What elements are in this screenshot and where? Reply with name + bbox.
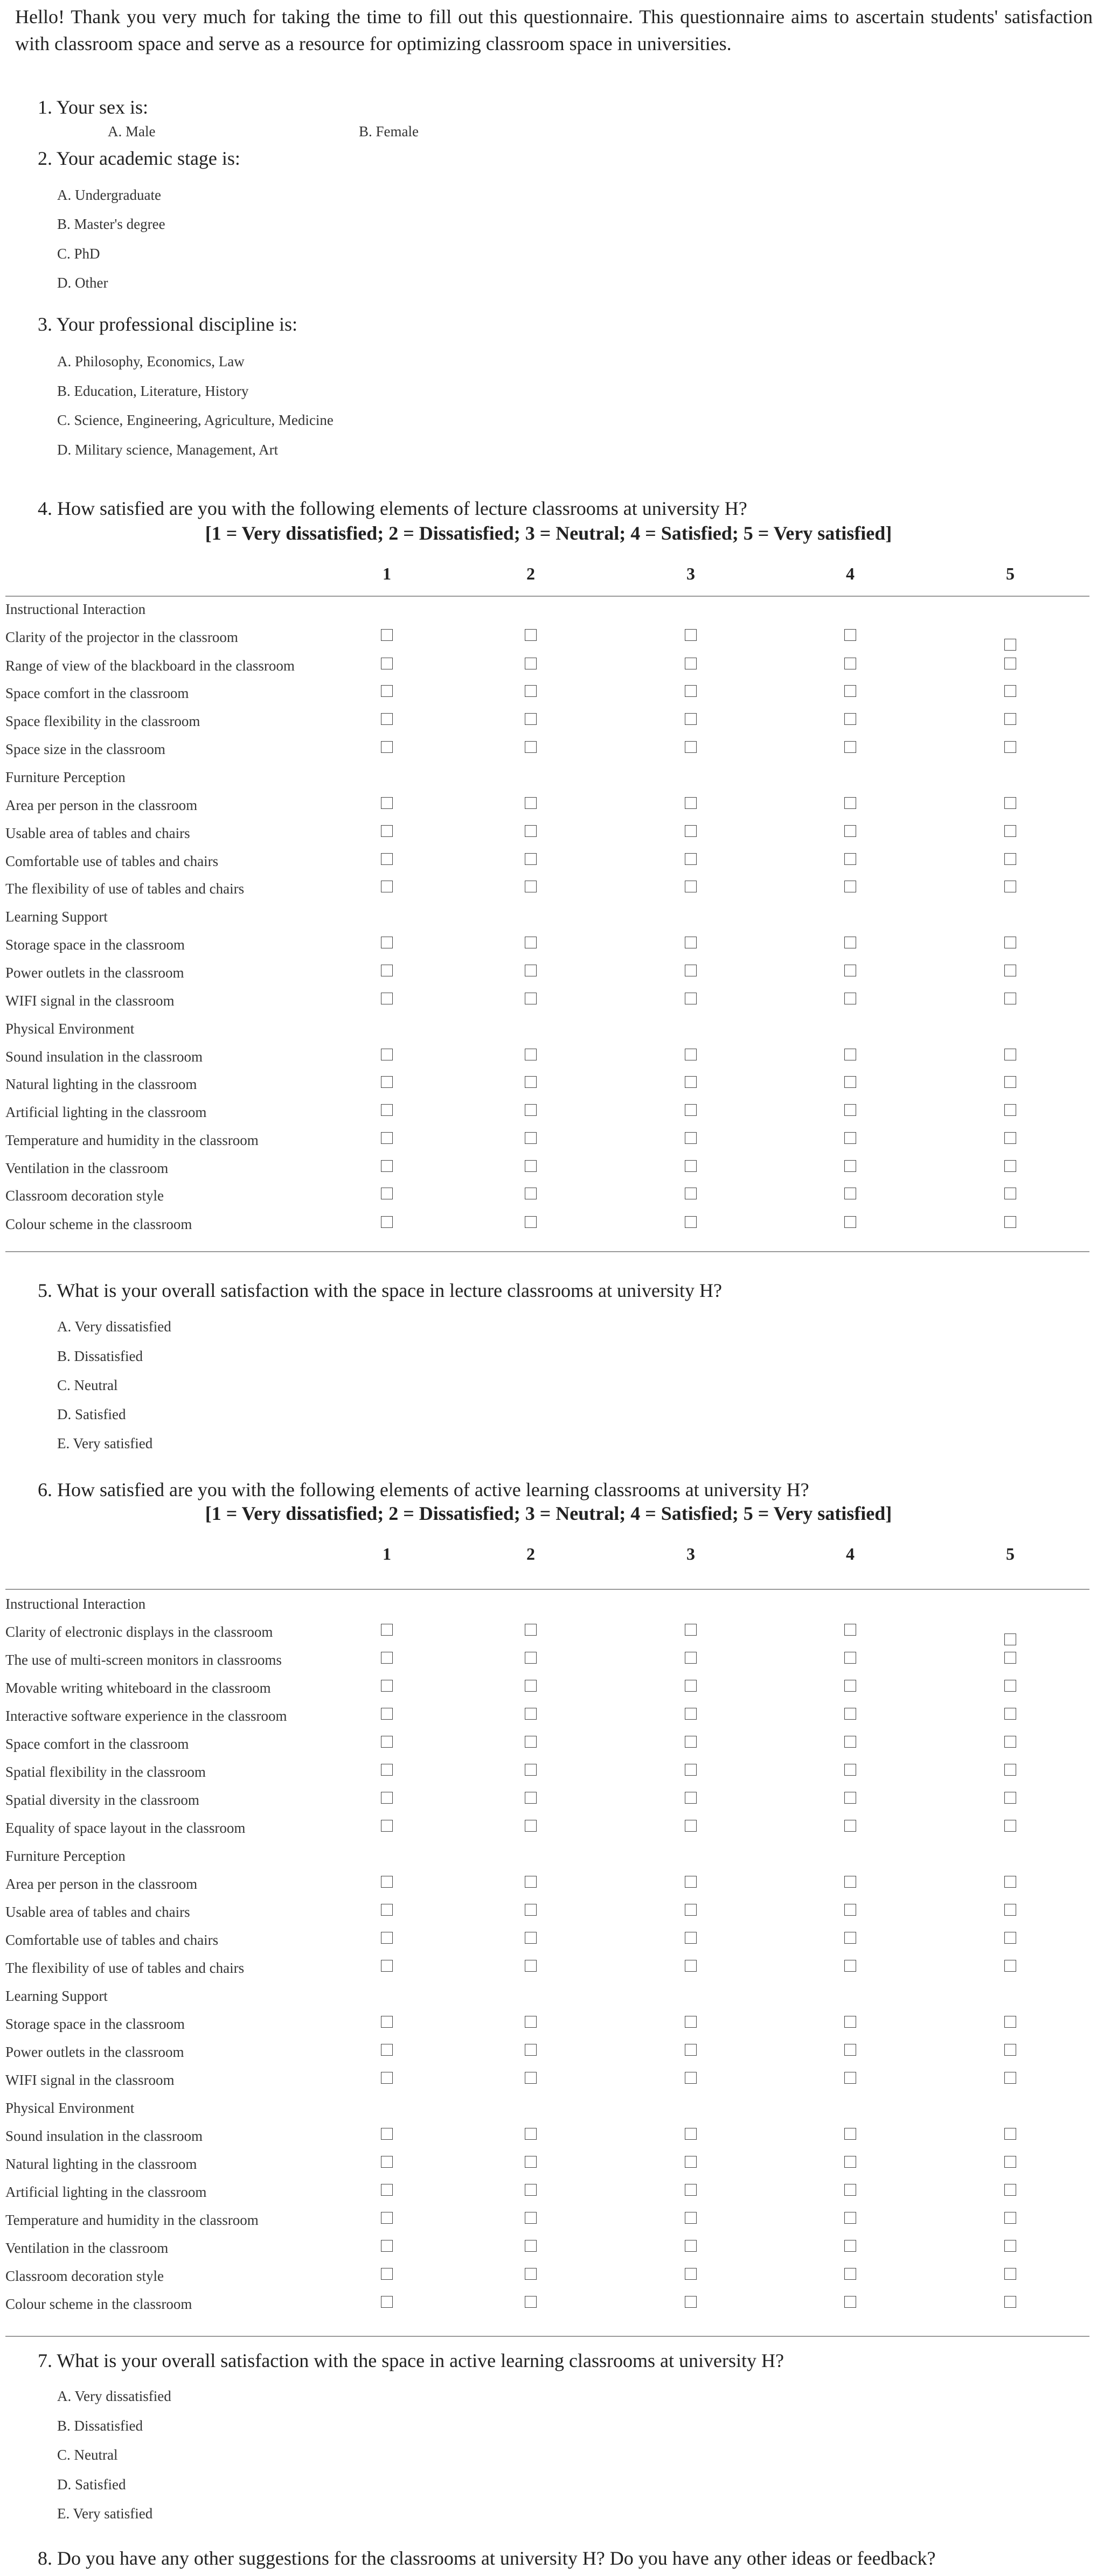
rating-checkbox[interactable] [685, 1216, 697, 1228]
rating-checkbox[interactable] [685, 1624, 697, 1636]
rating-checkbox[interactable] [381, 881, 393, 892]
rating-checkbox[interactable] [685, 2296, 697, 2308]
rating-checkbox[interactable] [525, 1188, 537, 1199]
row-label: Ventilation in the classroom [5, 1160, 169, 1176]
rating-checkbox[interactable] [525, 2212, 537, 2224]
rating-checkbox[interactable] [1004, 797, 1016, 809]
row-label: Power outlets in the classroom [5, 965, 184, 981]
rating-checkbox[interactable] [1004, 1764, 1016, 1776]
rating-checkbox[interactable] [1004, 1680, 1016, 1692]
row-label: Space comfort in the classroom [5, 1736, 189, 1752]
intro-paragraph: Hello! Thank you very much for taking the time to fill out this questionnaire. This questionnaire aims to ascertain students' satisfaction with classroom space and serve as a resource for optimizing classroom space in universities. [15, 6, 1093, 54]
rating-checkbox[interactable] [381, 685, 393, 697]
row-label: Temperature and humidity in the classroom [5, 1132, 259, 1148]
row-label: Storage space in the classroom [5, 2016, 185, 2032]
rating-checkbox[interactable] [844, 1876, 856, 1888]
table-top-rule [5, 596, 1089, 597]
row-label: Comfortable use of tables and chairs [5, 1932, 219, 1948]
rating-checkbox[interactable] [381, 1652, 393, 1664]
rating-checkbox[interactable] [525, 2268, 537, 2280]
rating-checkbox[interactable] [1004, 1736, 1016, 1748]
rating-checkbox[interactable] [685, 993, 697, 1004]
row-label: The flexibility of use of tables and chairs [5, 881, 245, 897]
rating-checkbox[interactable] [381, 741, 393, 753]
question-6: 6. How satisfied are you with the following elements of active learning classrooms at university H? [38, 1479, 809, 1500]
row-label: Artificial lighting in the classroom [5, 2184, 207, 2200]
rating-checkbox[interactable] [685, 2128, 697, 2140]
rating-checkbox[interactable] [1004, 2240, 1016, 2252]
q1-option[interactable]: A. Male [108, 123, 156, 139]
rating-checkbox[interactable] [844, 1049, 856, 1060]
table-bottom-rule [5, 1251, 1089, 1252]
rating-checkbox[interactable] [1004, 1792, 1016, 1804]
column-header: 5 [1006, 564, 1015, 583]
q5-option[interactable]: D. Satisfied [57, 1406, 126, 1422]
rating-checkbox[interactable] [685, 853, 697, 865]
column-header: 3 [686, 1544, 695, 1563]
group-heading: Learning Support [5, 909, 108, 925]
rating-checkbox[interactable] [525, 1792, 537, 1804]
rating-checkbox[interactable] [1004, 853, 1016, 865]
rating-checkbox[interactable] [1004, 639, 1016, 651]
rating-checkbox[interactable] [381, 1680, 393, 1692]
rating-checkbox[interactable] [381, 2184, 393, 2196]
rating-checkbox[interactable] [685, 797, 697, 809]
rating-checkbox[interactable] [1004, 2184, 1016, 2196]
rating-checkbox[interactable] [525, 629, 537, 641]
rating-checkbox[interactable] [844, 797, 856, 809]
rating-checkbox[interactable] [844, 965, 856, 976]
rating-scale-legend: [1 = Very dissatisfied; 2 = Dissatisfied; 3 = Neutral; 4 = Satisfied; 5 = Very satisfied] [205, 522, 892, 544]
rating-checkbox[interactable] [381, 1132, 393, 1144]
rating-checkbox[interactable] [1004, 1820, 1016, 1832]
rating-checkbox[interactable] [844, 937, 856, 948]
rating-checkbox[interactable] [844, 1216, 856, 1228]
rating-checkbox[interactable] [685, 1049, 697, 1060]
rating-checkbox[interactable] [381, 1904, 393, 1916]
table-bottom-rule [5, 2336, 1089, 2337]
rating-checkbox[interactable] [685, 658, 697, 669]
rating-checkbox[interactable] [844, 2212, 856, 2224]
rating-checkbox[interactable] [844, 1960, 856, 1972]
row-label: Colour scheme in the classroom [5, 2296, 192, 2312]
rating-checkbox[interactable] [525, 1904, 537, 1916]
row-label: Colour scheme in the classroom [5, 1216, 192, 1232]
rating-checkbox[interactable] [844, 2156, 856, 2168]
rating-checkbox[interactable] [381, 1932, 393, 1944]
rating-checkbox[interactable] [844, 1188, 856, 1199]
rating-checkbox[interactable] [525, 2128, 537, 2140]
rating-checkbox[interactable] [381, 1736, 393, 1748]
group-heading: Learning Support [5, 1988, 108, 2004]
rating-checkbox[interactable] [685, 1736, 697, 1748]
q5-option[interactable]: B. Dissatisfied [57, 1348, 143, 1364]
row-label: Clarity of electronic displays in the classroom [5, 1624, 273, 1640]
q1-option[interactable]: B. Female [359, 123, 419, 139]
rating-checkbox[interactable] [685, 1160, 697, 1172]
rating-checkbox[interactable] [685, 2016, 697, 2028]
rating-checkbox[interactable] [844, 1708, 856, 1720]
rating-checkbox[interactable] [525, 2184, 537, 2196]
rating-checkbox[interactable] [525, 1132, 537, 1144]
row-label: Usable area of tables and chairs [5, 825, 190, 841]
rating-checkbox[interactable] [381, 713, 393, 725]
rating-checkbox[interactable] [381, 658, 393, 669]
row-label: The use of multi-screen monitors in classrooms [5, 1652, 282, 1668]
rating-checkbox[interactable] [381, 2016, 393, 2028]
rating-checkbox[interactable] [685, 2184, 697, 2196]
rating-checkbox[interactable] [844, 1160, 856, 1172]
rating-checkbox[interactable] [381, 1104, 393, 1116]
rating-checkbox[interactable] [381, 2212, 393, 2224]
question-5: 5. What is your overall satisfaction with the space in lecture classrooms at university H? [38, 1280, 722, 1301]
rating-checkbox[interactable] [525, 1652, 537, 1664]
rating-checkbox[interactable] [525, 1708, 537, 1720]
q7-option[interactable]: E. Very satisfied [57, 2505, 153, 2522]
rating-checkbox[interactable] [381, 1764, 393, 1776]
rating-checkbox[interactable] [1004, 1160, 1016, 1172]
rating-checkbox[interactable] [1004, 2016, 1016, 2028]
rating-checkbox[interactable] [844, 1104, 856, 1116]
rating-checkbox[interactable] [844, 2184, 856, 2196]
rating-checkbox[interactable] [525, 1820, 537, 1832]
row-label: Classroom decoration style [5, 2268, 164, 2284]
rating-checkbox[interactable] [381, 2268, 393, 2280]
group-heading: Instructional Interaction [5, 1596, 146, 1612]
rating-checkbox[interactable] [525, 1624, 537, 1636]
rating-checkbox[interactable] [381, 2240, 393, 2252]
rating-checkbox[interactable] [844, 2268, 856, 2280]
rating-checkbox[interactable] [844, 629, 856, 641]
rating-checkbox[interactable] [381, 1216, 393, 1228]
rating-checkbox[interactable] [844, 1736, 856, 1748]
question-2: 2. Your academic stage is: [38, 148, 240, 169]
rating-checkbox[interactable] [685, 1792, 697, 1804]
rating-checkbox[interactable] [685, 2240, 697, 2252]
row-label: Ventilation in the classroom [5, 2240, 169, 2256]
q7-option[interactable]: C. Neutral [57, 2447, 118, 2463]
rating-checkbox[interactable] [844, 2240, 856, 2252]
rating-checkbox[interactable] [685, 1188, 697, 1199]
rating-checkbox[interactable] [381, 1188, 393, 1199]
row-label: Range of view of the blackboard in the classroom [5, 658, 295, 674]
rating-checkbox[interactable] [1004, 2156, 1016, 2168]
rating-checkbox[interactable] [525, 2156, 537, 2168]
rating-checkbox[interactable] [685, 1708, 697, 1720]
rating-checkbox[interactable] [685, 1932, 697, 1944]
row-label: Space comfort in the classroom [5, 685, 189, 701]
rating-checkbox[interactable] [844, 853, 856, 865]
rating-checkbox[interactable] [685, 1132, 697, 1144]
rating-checkbox[interactable] [381, 1624, 393, 1636]
rating-checkbox[interactable] [381, 797, 393, 809]
rating-checkbox[interactable] [685, 1960, 697, 1972]
rating-checkbox[interactable] [381, 965, 393, 976]
rating-checkbox[interactable] [685, 1680, 697, 1692]
rating-checkbox[interactable] [1004, 965, 1016, 976]
rating-checkbox[interactable] [685, 2044, 697, 2056]
rating-checkbox[interactable] [1004, 1633, 1016, 1645]
rating-checkbox[interactable] [685, 1652, 697, 1664]
rating-checkbox[interactable] [525, 2016, 537, 2028]
row-label: Spatial diversity in the classroom [5, 1792, 199, 1808]
q3-option[interactable]: C. Science, Engineering, Agriculture, Medicine [57, 412, 334, 428]
q3-option[interactable]: D. Military science, Management, Art [57, 442, 279, 458]
rating-checkbox[interactable] [1004, 1104, 1016, 1116]
rating-checkbox[interactable] [685, 1104, 697, 1116]
row-label: Sound insulation in the classroom [5, 2128, 203, 2144]
rating-checkbox[interactable] [844, 1652, 856, 1664]
row-label: Interactive software experience in the classroom [5, 1708, 287, 1724]
rating-checkbox[interactable] [525, 825, 537, 837]
rating-checkbox[interactable] [685, 685, 697, 697]
rating-checkbox[interactable] [1004, 1904, 1016, 1916]
rating-checkbox[interactable] [381, 629, 393, 641]
row-label: Spatial flexibility in the classroom [5, 1764, 206, 1780]
rating-checkbox[interactable] [525, 937, 537, 948]
rating-checkbox[interactable] [525, 797, 537, 809]
q2-option[interactable]: D. Other [57, 275, 108, 291]
rating-checkbox[interactable] [685, 965, 697, 976]
rating-checkbox[interactable] [844, 1680, 856, 1692]
rating-checkbox[interactable] [1004, 937, 1016, 948]
rating-checkbox[interactable] [685, 1076, 697, 1088]
rating-checkbox[interactable] [685, 937, 697, 948]
rating-checkbox[interactable] [844, 825, 856, 837]
rating-checkbox[interactable] [685, 2268, 697, 2280]
q7-option[interactable]: A. Very dissatisfied [57, 2388, 171, 2404]
rating-checkbox[interactable] [525, 1160, 537, 1172]
rating-checkbox[interactable] [1004, 1132, 1016, 1144]
row-label: Equality of space layout in the classroom [5, 1820, 246, 1836]
row-label: Natural lighting in the classroom [5, 2156, 197, 2172]
rating-checkbox[interactable] [844, 658, 856, 669]
rating-checkbox[interactable] [685, 881, 697, 892]
row-label: Usable area of tables and chairs [5, 1904, 190, 1920]
rating-checkbox[interactable] [381, 2156, 393, 2168]
rating-checkbox[interactable] [381, 853, 393, 865]
q2-option[interactable]: C. PhD [57, 246, 100, 262]
rating-checkbox[interactable] [525, 2240, 537, 2252]
rating-checkbox[interactable] [1004, 658, 1016, 669]
question-4: 4. How satisfied are you with the following elements of lecture classrooms at university H? [38, 498, 747, 519]
rating-checkbox[interactable] [1004, 2128, 1016, 2140]
column-header: 5 [1006, 1544, 1015, 1563]
row-label: Temperature and humidity in the classroom [5, 2212, 259, 2228]
question-8: 8. Do you have any other suggestions for the classrooms at university H? Do you have any other ideas or feedback? [38, 2547, 936, 2569]
row-label: Sound insulation in the classroom [5, 1049, 203, 1065]
rating-checkbox[interactable] [685, 1764, 697, 1776]
rating-checkbox[interactable] [685, 2156, 697, 2168]
rating-checkbox[interactable] [525, 1932, 537, 1944]
rating-checkbox[interactable] [525, 853, 537, 865]
rating-checkbox[interactable] [1004, 1932, 1016, 1944]
rating-checkbox[interactable] [844, 685, 856, 697]
rating-checkbox[interactable] [1004, 685, 1016, 697]
column-header: 3 [686, 564, 695, 583]
rating-checkbox[interactable] [381, 1960, 393, 1972]
rating-checkbox[interactable] [1004, 881, 1016, 892]
rating-checkbox[interactable] [685, 2072, 697, 2084]
rating-checkbox[interactable] [525, 1076, 537, 1088]
question-1: 1. Your sex is: [38, 96, 149, 118]
row-label: WIFI signal in the classroom [5, 2072, 175, 2088]
group-heading: Furniture Perception [5, 769, 126, 785]
rating-checkbox[interactable] [1004, 713, 1016, 725]
rating-checkbox[interactable] [844, 1624, 856, 1636]
rating-checkbox[interactable] [381, 2044, 393, 2056]
row-label: Artificial lighting in the classroom [5, 1104, 207, 1120]
rating-checkbox[interactable] [381, 825, 393, 837]
q2-option[interactable]: A. Undergraduate [57, 187, 161, 203]
rating-checkbox[interactable] [844, 1792, 856, 1804]
rating-checkbox[interactable] [844, 993, 856, 1004]
rating-checkbox[interactable] [525, 965, 537, 976]
q3-option[interactable]: B. Education, Literature, History [57, 383, 249, 399]
rating-checkbox[interactable] [381, 2128, 393, 2140]
rating-scale-legend: [1 = Very dissatisfied; 2 = Dissatisfied; 3 = Neutral; 4 = Satisfied; 5 = Very satisfied] [205, 1503, 892, 1524]
q5-option[interactable]: A. Very dissatisfied [57, 1318, 171, 1335]
row-label: Movable writing whiteboard in the classroom [5, 1680, 271, 1696]
rating-checkbox[interactable] [1004, 1652, 1016, 1664]
rating-checkbox[interactable] [525, 1049, 537, 1060]
group-heading: Physical Environment [5, 1021, 135, 1037]
rating-checkbox[interactable] [844, 2072, 856, 2084]
row-label: Classroom decoration style [5, 1188, 164, 1204]
rating-checkbox[interactable] [1004, 1076, 1016, 1088]
rating-checkbox[interactable] [844, 1932, 856, 1944]
rating-checkbox[interactable] [844, 2296, 856, 2308]
rating-checkbox[interactable] [844, 881, 856, 892]
rating-checkbox[interactable] [525, 1680, 537, 1692]
rating-checkbox[interactable] [525, 993, 537, 1004]
rating-checkbox[interactable] [1004, 1876, 1016, 1888]
rating-checkbox[interactable] [1004, 2212, 1016, 2224]
rating-checkbox[interactable] [525, 2072, 537, 2084]
rating-checkbox[interactable] [844, 2016, 856, 2028]
rating-checkbox[interactable] [1004, 1216, 1016, 1228]
rating-checkbox[interactable] [1004, 2296, 1016, 2308]
rating-checkbox[interactable] [381, 1876, 393, 1888]
rating-checkbox[interactable] [1004, 1960, 1016, 1972]
rating-checkbox[interactable] [525, 741, 537, 753]
rating-checkbox[interactable] [1004, 2044, 1016, 2056]
row-label: WIFI signal in the classroom [5, 993, 175, 1009]
q7-option[interactable]: D. Satisfied [57, 2476, 126, 2493]
row-label: Natural lighting in the classroom [5, 1076, 197, 1092]
group-heading: Furniture Perception [5, 1848, 126, 1864]
rating-checkbox[interactable] [525, 658, 537, 669]
rating-checkbox[interactable] [844, 713, 856, 725]
rating-checkbox[interactable] [381, 937, 393, 948]
rating-checkbox[interactable] [844, 1076, 856, 1088]
rating-checkbox[interactable] [685, 713, 697, 725]
rating-checkbox[interactable] [844, 2044, 856, 2056]
rating-checkbox[interactable] [525, 2296, 537, 2308]
question-7: 7. What is your overall satisfaction with the space in active learning classrooms at university H? [38, 2350, 784, 2371]
rating-checkbox[interactable] [525, 881, 537, 892]
rating-checkbox[interactable] [844, 741, 856, 753]
q2-option[interactable]: B. Master's degree [57, 216, 165, 232]
rating-checkbox[interactable] [685, 1904, 697, 1916]
rating-checkbox[interactable] [381, 2072, 393, 2084]
row-label: Clarity of the projector in the classroom [5, 629, 238, 645]
rating-checkbox[interactable] [1004, 1049, 1016, 1060]
row-label: Power outlets in the classroom [5, 2044, 184, 2060]
rating-checkbox[interactable] [844, 1132, 856, 1144]
rating-checkbox[interactable] [1004, 741, 1016, 753]
rating-checkbox[interactable] [844, 1764, 856, 1776]
group-heading: Physical Environment [5, 2100, 135, 2116]
rating-checkbox[interactable] [685, 825, 697, 837]
rating-checkbox[interactable] [844, 1820, 856, 1832]
q5-option[interactable]: C. Neutral [57, 1377, 118, 1393]
rating-checkbox[interactable] [685, 2212, 697, 2224]
rating-checkbox[interactable] [381, 1820, 393, 1832]
column-header: 2 [526, 1544, 535, 1563]
row-label: Space flexibility in the classroom [5, 713, 200, 729]
column-header: 2 [526, 564, 535, 583]
column-header: 4 [846, 564, 855, 583]
rating-checkbox[interactable] [1004, 1708, 1016, 1720]
group-heading: Instructional Interaction [5, 601, 146, 617]
rating-checkbox[interactable] [685, 1820, 697, 1832]
row-label: Area per person in the classroom [5, 797, 198, 813]
rating-checkbox[interactable] [525, 1104, 537, 1116]
column-header: 4 [846, 1544, 855, 1563]
rating-checkbox[interactable] [381, 1708, 393, 1720]
rating-checkbox[interactable] [381, 1792, 393, 1804]
rating-checkbox[interactable] [525, 685, 537, 697]
rating-checkbox[interactable] [1004, 2072, 1016, 2084]
row-label: Area per person in the classroom [5, 1876, 198, 1892]
rating-checkbox[interactable] [525, 713, 537, 725]
rating-checkbox[interactable] [844, 2128, 856, 2140]
rating-checkbox[interactable] [1004, 993, 1016, 1004]
q7-option[interactable]: B. Dissatisfied [57, 2418, 143, 2434]
rating-checkbox[interactable] [525, 1216, 537, 1228]
q5-option[interactable]: E. Very satisfied [57, 1435, 153, 1451]
rating-checkbox[interactable] [525, 1736, 537, 1748]
column-header: 1 [383, 1544, 391, 1563]
rating-checkbox[interactable] [525, 1764, 537, 1776]
rating-checkbox[interactable] [1004, 825, 1016, 837]
rating-checkbox[interactable] [685, 1876, 697, 1888]
row-label: Space size in the classroom [5, 741, 165, 757]
rating-checkbox[interactable] [1004, 2268, 1016, 2280]
rating-checkbox[interactable] [685, 629, 697, 641]
q3-option[interactable]: A. Philosophy, Economics, Law [57, 353, 245, 369]
column-header: 1 [383, 564, 391, 583]
rating-checkbox[interactable] [381, 1049, 393, 1060]
rating-checkbox[interactable] [685, 741, 697, 753]
table-top-rule [5, 1589, 1089, 1590]
rating-checkbox[interactable] [525, 1960, 537, 1972]
rating-checkbox[interactable] [381, 993, 393, 1004]
question-3: 3. Your professional discipline is: [38, 313, 297, 335]
rating-checkbox[interactable] [525, 2044, 537, 2056]
rating-checkbox[interactable] [381, 1160, 393, 1172]
row-label: Storage space in the classroom [5, 937, 185, 953]
rating-checkbox[interactable] [381, 2296, 393, 2308]
row-label: Comfortable use of tables and chairs [5, 853, 219, 869]
rating-checkbox[interactable] [844, 1904, 856, 1916]
rating-checkbox[interactable] [525, 1876, 537, 1888]
row-label: The flexibility of use of tables and chairs [5, 1960, 245, 1976]
rating-checkbox[interactable] [1004, 1188, 1016, 1199]
rating-checkbox[interactable] [381, 1076, 393, 1088]
